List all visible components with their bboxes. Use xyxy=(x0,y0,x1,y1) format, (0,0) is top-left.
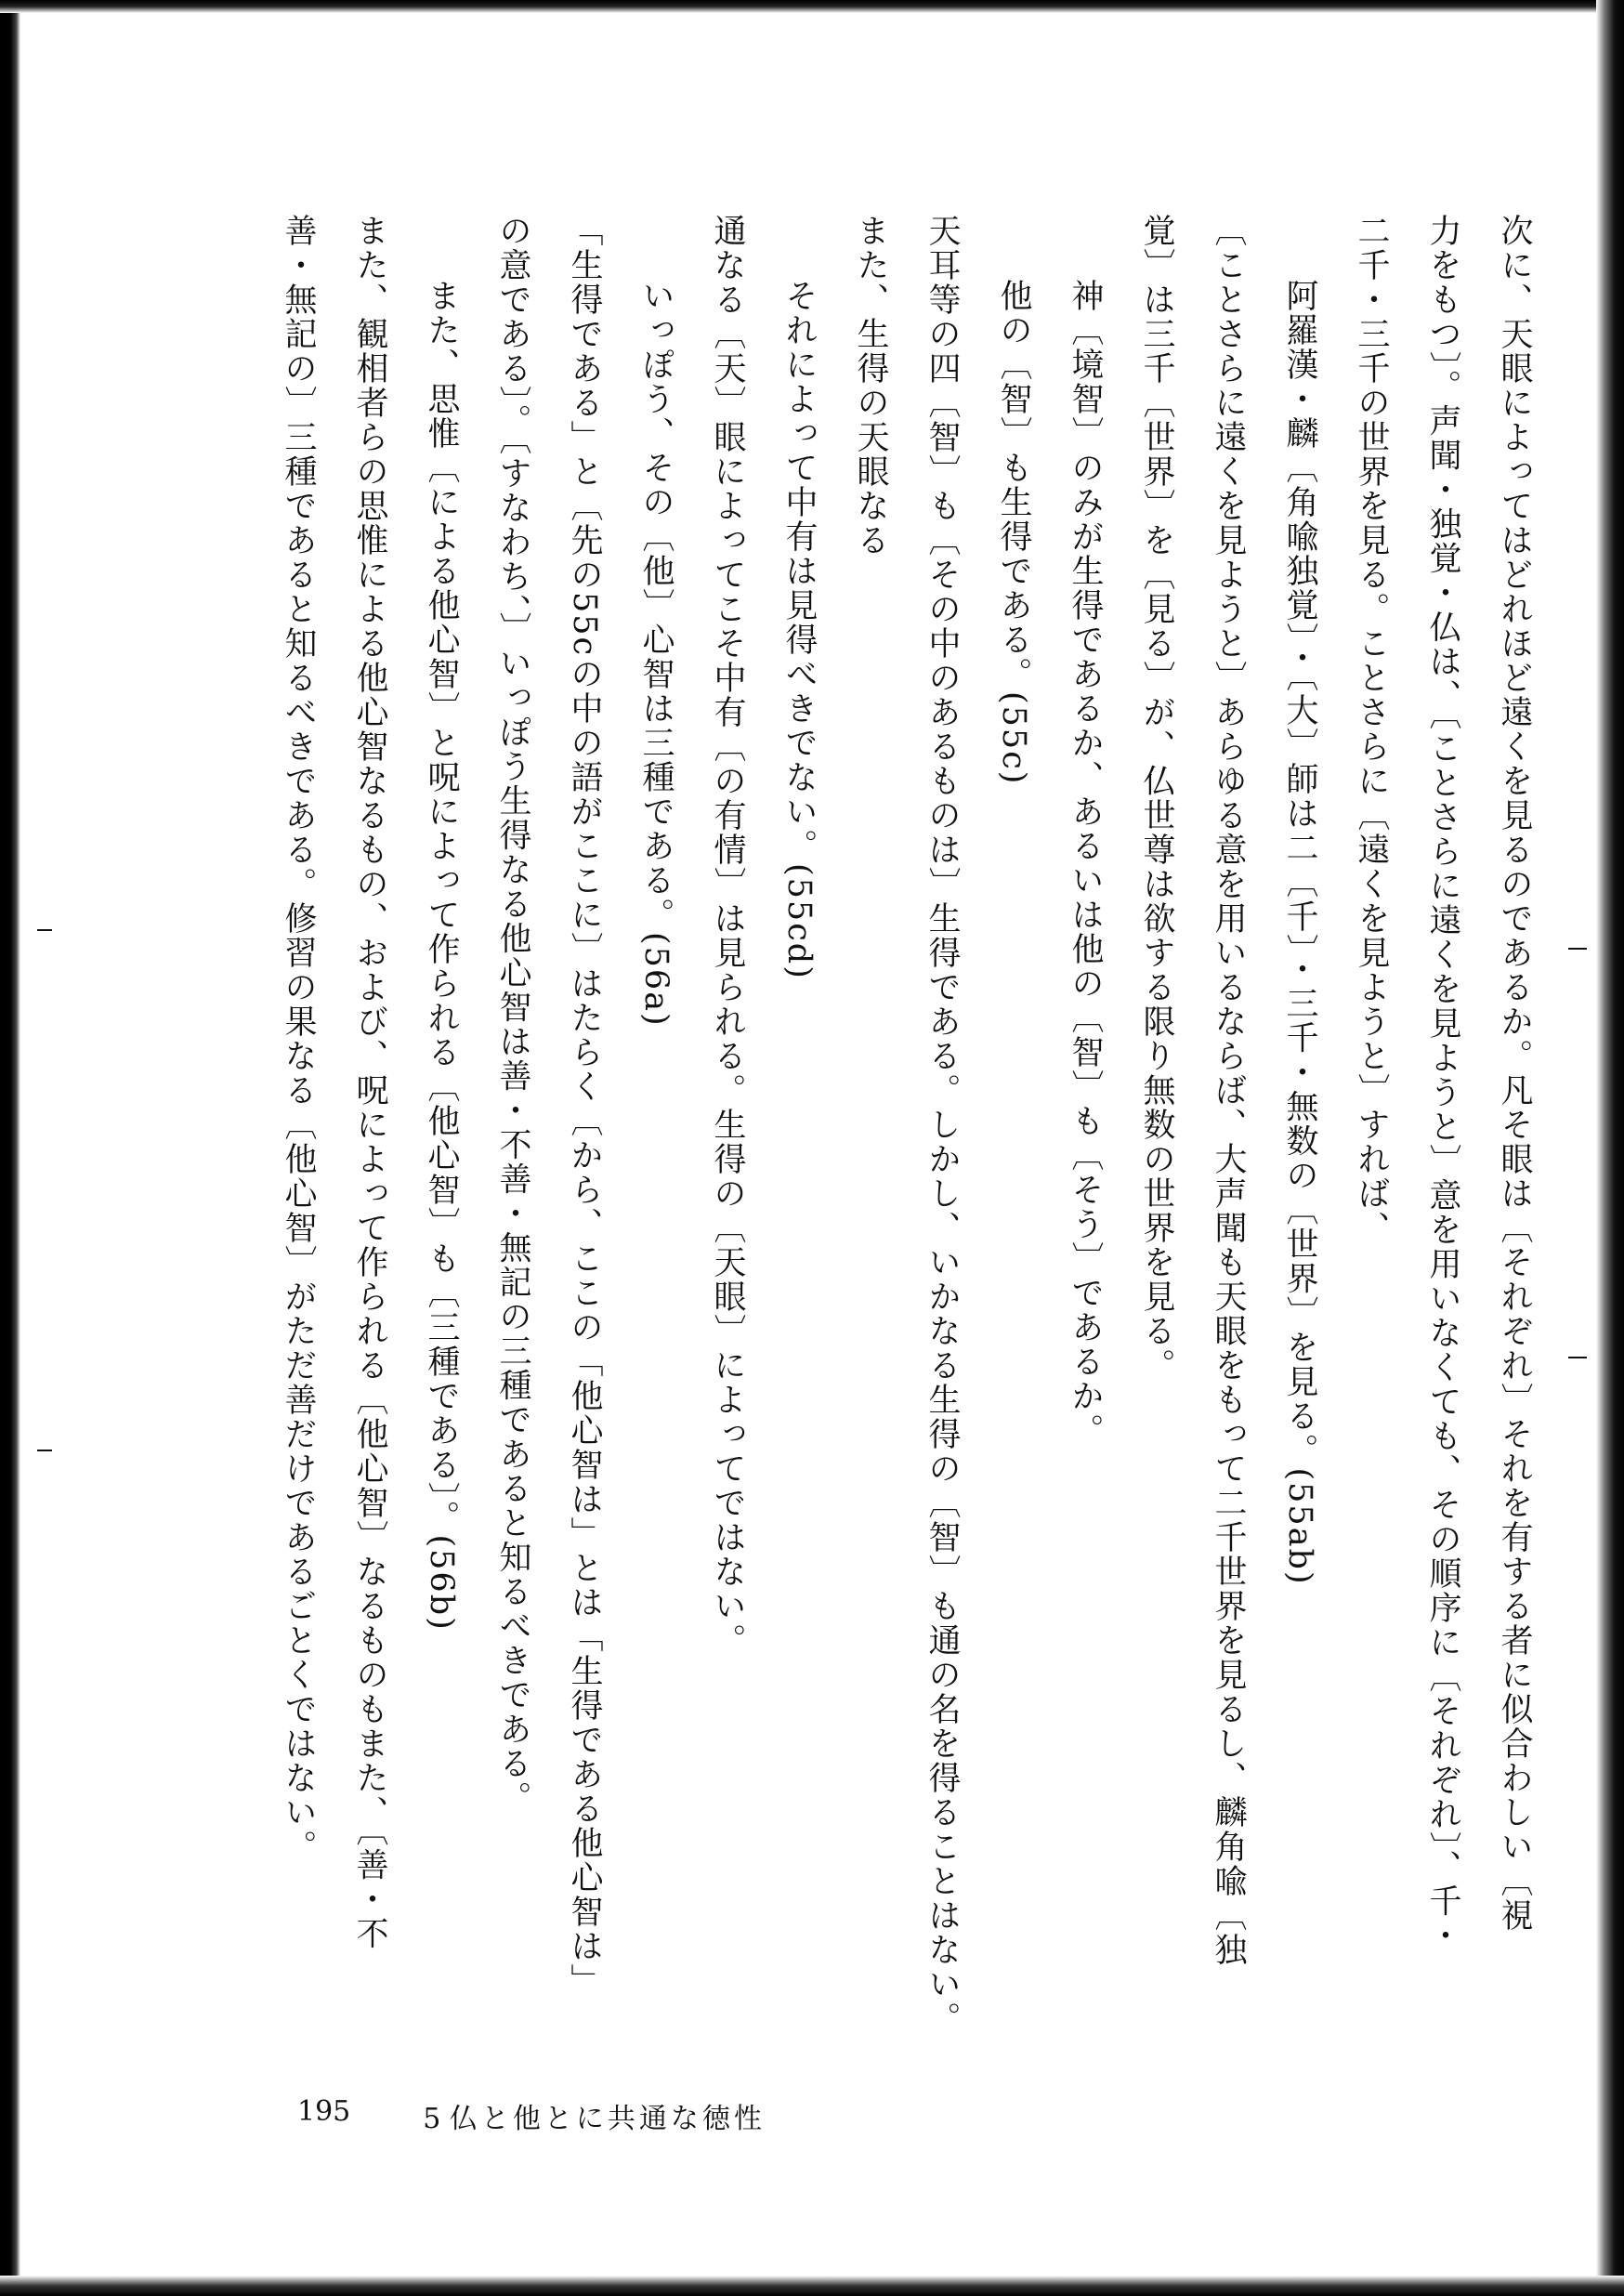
margin-tick xyxy=(37,1450,52,1451)
verse-line-56a: いっぽう、その〔他〕心智は三種である。(56a) xyxy=(637,279,674,1028)
vertical-text-body xyxy=(212,214,1550,2036)
scan-edge-bottom xyxy=(0,2276,1624,2296)
text-line-10: また、生得の天眼なる xyxy=(852,214,889,558)
text-line-12: 通なる〔天〕眼によってこそ中有〔の有情〕は見られる。生得の〔天眼〕によってではない。 xyxy=(709,214,746,1658)
text-line-3: 二千・三千の世界を見る。ことさらに〔遠くを見ようと〕すれば、 xyxy=(1353,214,1390,1245)
page-footer xyxy=(297,2095,766,2136)
margin-tick xyxy=(1568,948,1587,950)
verse-line-55ab: 阿羅漢・麟〔角喩独覚〕・〔大〕師は二〔千〕・三千・無数の〔世界〕を見る。(55ab) xyxy=(1281,279,1318,1586)
text-line-5: 〔ことさらに遠くを見ようと〕あらゆる意を用いるならば、大声聞も天眼をもって二千世界を見るし、麟角喩〔独 xyxy=(1210,214,1247,1967)
scan-edge-top xyxy=(0,0,1624,13)
text-line-15: の意である〕。〔すなわち、〕いっぽう生得なる他心智は善・不善・無記の三種であると知るべきである。 xyxy=(494,214,531,1816)
chapter-title: 仏と他とに共通な徳性 xyxy=(449,2103,766,2135)
text-line-14: 「生得である」と〔先の55cの中の語がここに〕はたらく〔から、ここの「他心智は」とは「生得である他心智は」 xyxy=(566,214,603,1999)
chapter-number: 5 xyxy=(423,2103,441,2135)
text-line-1: 次に、天眼によってはどれほど遠くを見るのであるか。凡そ眼は〔それぞれ〕それを有する者に似合わしい〔視 xyxy=(1496,214,1533,1933)
scan-edge-left xyxy=(0,0,20,2296)
verse-line-55cd: それによって中有は見得べきでない。(55cd) xyxy=(780,279,818,980)
verse-line-56b: また、思惟〔による他心智〕と呪によって作られる〔他心智〕も〔三種である〕。(56b) xyxy=(423,279,460,1632)
margin-tick xyxy=(37,929,52,931)
text-line-2: 力をもつ〕。声聞・独覚・仏は、〔ことさらに遠くを見ようと〕意を用いなくても、その順序に〔それぞれ〕、千・ xyxy=(1424,214,1461,1953)
page-number: 195 xyxy=(297,2095,351,2128)
text-line-7: 神〔境智〕のみが生得であるか、あるいは他の〔智〕も〔そう〕であるか。 xyxy=(1067,279,1104,1448)
scan-edge-right xyxy=(1596,0,1624,2296)
text-line-18: 善・無記の〕三種であると知るべきである。修習の果なる〔他心智〕がただ善だけであるごとくではない。 xyxy=(280,214,317,1864)
verse-line-55c: 他の〔智〕も生得である。(55c) xyxy=(995,279,1032,786)
text-line-17: また、観相者らの思惟による他心智なるもの、および、呪によって作られる〔他心智〕なるものもまた、〔善・不 xyxy=(351,214,388,1951)
text-line-9: 天耳等の四〔智〕も〔その中のあるものは〕生得である。しかし、いかなる生得の〔智〕も通の名を得ることはない。 xyxy=(923,214,961,2036)
text-line-6: 覚〕は三千〔世界〕を〔見る〕が、仏世尊は欲する限り無数の世界を見る。 xyxy=(1138,214,1175,1383)
margin-tick xyxy=(1568,1357,1587,1358)
